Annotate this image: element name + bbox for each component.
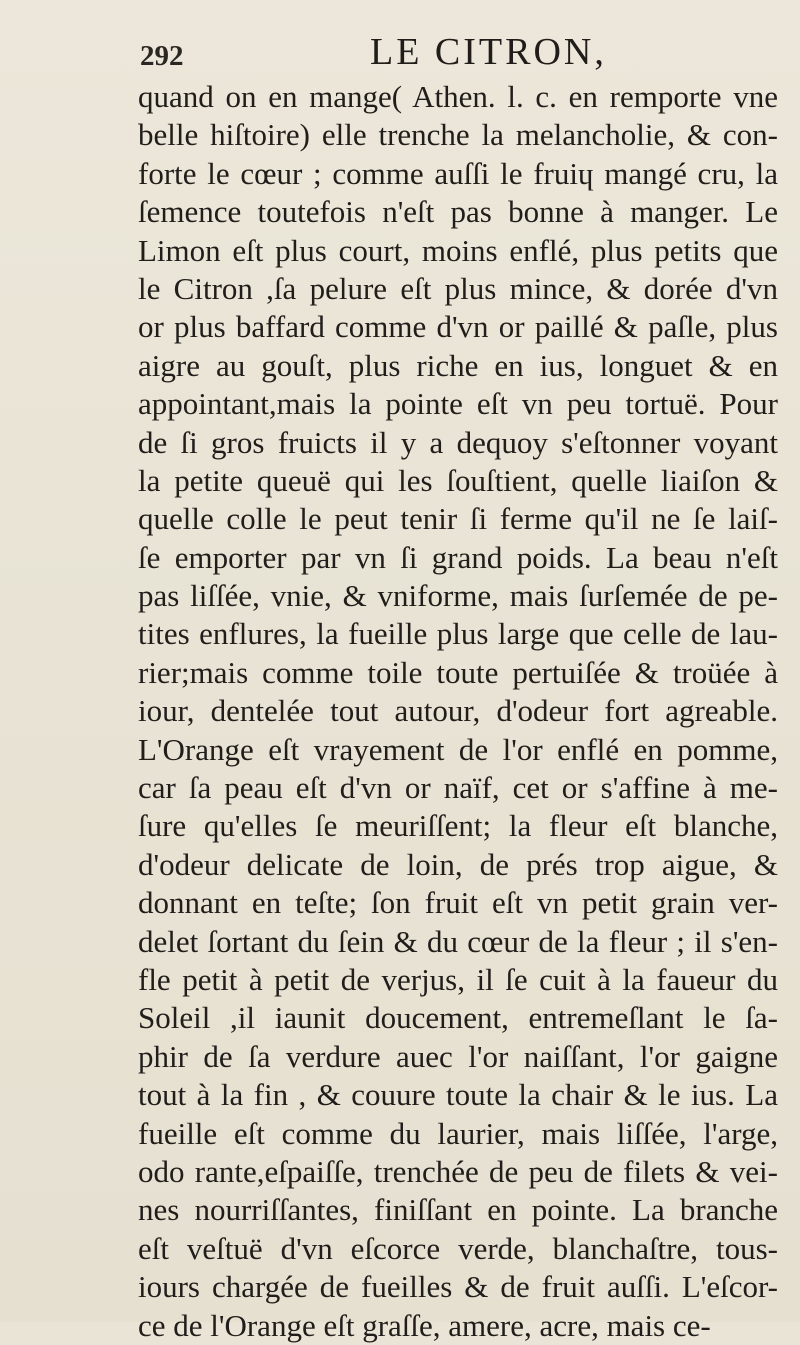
text-line: fueille eſt comme du laurier, mais liſſée, l'arge, bbox=[138, 1115, 778, 1151]
text-line: aigre au gouſt, plus riche en ius, longuet & en bbox=[138, 347, 778, 383]
text-line: ce de l'Orange eſt graſſe, amere, acre, mais ce- bbox=[138, 1307, 711, 1343]
text-line: phir de ſa verdure auec l'or naiſſant, l'or gaigne bbox=[138, 1038, 778, 1074]
text-line: iour, dentelée tout autour, d'odeur fort agreable. bbox=[138, 693, 778, 729]
text-line: car ſa peau eſt d'vn or naïf, cet or s'affine à me- bbox=[138, 770, 778, 806]
text-line: quelle colle le peut tenir ſi ferme qu'il ne ſe laiſ- bbox=[138, 501, 778, 537]
text-line: la petite queuë qui les ſouſtient, quelle liaiſon & bbox=[138, 462, 778, 498]
page-number: 292 bbox=[140, 40, 184, 72]
text-line: pas liſſée, vnie, & vniforme, mais ſurſemée de pe- bbox=[138, 578, 778, 614]
running-title: LE CITRON, bbox=[370, 31, 607, 73]
text-line: delet ſortant du ſein & du cœur de la fleur ; il s'en- bbox=[138, 923, 778, 959]
text-line: forte le cœur ; comme auſſi le fruiɥ mangé cru, la bbox=[138, 155, 778, 191]
text-line: ſemence toutefois n'eſt pas bonne à manger. Le bbox=[138, 194, 778, 230]
page-header bbox=[140, 30, 780, 78]
text-line: d'odeur delicate de loin, de prés trop aigue, & bbox=[138, 846, 778, 882]
text-line: fle petit à petit de verjus, il ſe cuit à la faueur du bbox=[138, 961, 778, 997]
text-line: de ſi gros fruicts il y a dequoy s'eſtonner voyant bbox=[138, 424, 778, 460]
body-text bbox=[138, 78, 778, 1345]
text-line: appointant,mais la pointe eſt vn peu tortuë. Pour bbox=[138, 386, 778, 422]
text-line: tites enflures, la fueille plus large que celle de lau- bbox=[138, 616, 778, 652]
text-line: belle hiſtoire) elle trenche la melancholie, & con- bbox=[138, 117, 778, 153]
text-line: donnant en teſte; ſon fruit eſt vn petit grain ver- bbox=[138, 885, 778, 921]
text-line: iours chargée de fueilles & de fruit auſſi. L'eſcor- bbox=[138, 1269, 778, 1305]
text-line: le Citron ,ſa pelure eſt plus mince, & dorée d'vn bbox=[138, 270, 778, 306]
text-line: Soleil ,il iaunit doucement, entremeſlant le ſa- bbox=[138, 1000, 778, 1036]
text-line: L'Orange eſt vrayement de l'or enflé en pomme, bbox=[138, 731, 778, 767]
text-line: nes nourriſſantes, finiſſant en pointe. La branche bbox=[138, 1192, 778, 1228]
text-line: Limon eſt plus court, moins enflé, plus petits que bbox=[138, 232, 778, 268]
text-line: quand on en mange( Athen. l. c. en remporte vne bbox=[138, 79, 778, 114]
text-line: tout à la fin , & couure toute la chair & le ius. La bbox=[138, 1077, 778, 1113]
text-line: or plus baffard comme d'vn or paillé & paſle, plus bbox=[138, 309, 778, 345]
text-line: odo rante,eſpaiſſe, trenchée de peu de filets & vei- bbox=[138, 1153, 778, 1189]
text-line: ſure qu'elles ſe meuriſſent; la fleur eſt blanche, bbox=[138, 808, 778, 844]
text-line: eſt veſtuë d'vn eſcorce verde, blanchaſtre, tous- bbox=[138, 1230, 778, 1266]
text-line: rier;mais comme toile toute pertuiſée & troüée à bbox=[138, 654, 778, 690]
text-line: ſe emporter par vn ſi grand poids. La beau n'eſt bbox=[138, 539, 778, 575]
